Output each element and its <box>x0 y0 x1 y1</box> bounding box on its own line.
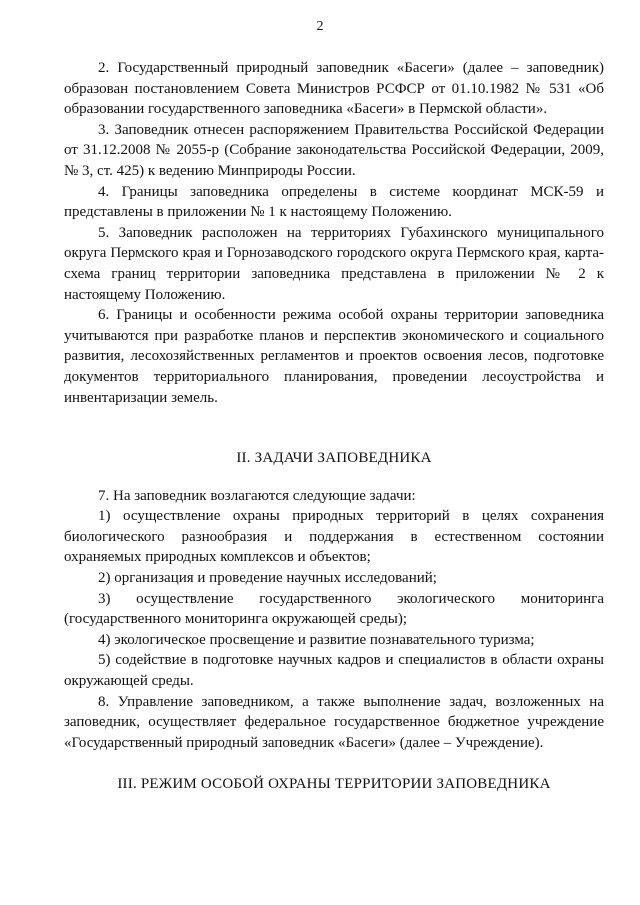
task-item-3: 3) осуществление государственного экологического мониторинга (государственного мониторинга окружающей среды); <box>64 590 604 628</box>
paragraph-2: 2. Государственный природный заповедник «Басеги» (далее – заповедник) образован постановлением Совета Министров РСФСР от 01.10.1982 № 531 «Об образовании государственного заповедника «Басеги» в Пермской области». <box>64 60 604 118</box>
paragraph-3: 3. Заповедник отнесен распоряжением Правительства Российской Федерации от 31.12.2008 № 2055-р (Собрание законодательства Российской Федерации, 2009, № 3, ст. 425) к ведению Минприроды России. <box>64 121 604 179</box>
paragraph-7: 7. На заповедник возлагаются следующие задачи: <box>98 487 416 504</box>
section-heading-protection-regime: III. РЕЖИМ ОСОБОЙ ОХРАНЫ ТЕРРИТОРИИ ЗАПОВЕДНИКА <box>117 776 551 793</box>
task-item-1: 1) осуществление охраны природных территорий в целях сохранения биологического разнообразия и поддержания в естественном состоянии охраняемых природных комплексов и объектов; <box>64 508 604 566</box>
task-item-5: 5) содействие в подготовке научных кадров и специалистов в области охраны окружающей среды. <box>64 652 604 690</box>
page-number: 2 <box>316 19 324 34</box>
section-heading-tasks: II. ЗАДАЧИ ЗАПОВЕДНИКА <box>236 450 432 467</box>
document-body <box>64 58 604 795</box>
task-item-4: 4) экологическое просвещение и развитие познавательного туризма; <box>98 631 535 648</box>
paragraph-6: 6. Границы и особенности режима особой охраны территории заповедника учитываются при разработке планов и перспектив экономического и социального развития, лесохозяйственных регламентов и проектов освоения лесов, подготовке документов территориального планирования, проведении лесоустройства и инвентаризации земель. <box>64 307 604 406</box>
task-item-2: 2) организация и проведение научных исследований; <box>98 570 437 587</box>
paragraph-5: 5. Заповедник расположен на территориях Губахинского муниципального округа Пермского края и Горнозаводского городского округа Пермского края, карта-схема границ территории заповедника представлена в приложении № 2 к настоящему Положению. <box>64 224 604 303</box>
paragraph-4: 4. Границы заповедника определены в системе координат МСК-59 и представлены в приложении № 1 к настоящему Положению. <box>64 183 604 221</box>
paragraph-8: 8. Управление заповедником, а также выполнение задач, возложенных на заповедник, осуществляет федеральное государственное бюджетное учреждение «Государственный природный заповедник «Басеги» (далее – Учреждение). <box>64 693 604 751</box>
